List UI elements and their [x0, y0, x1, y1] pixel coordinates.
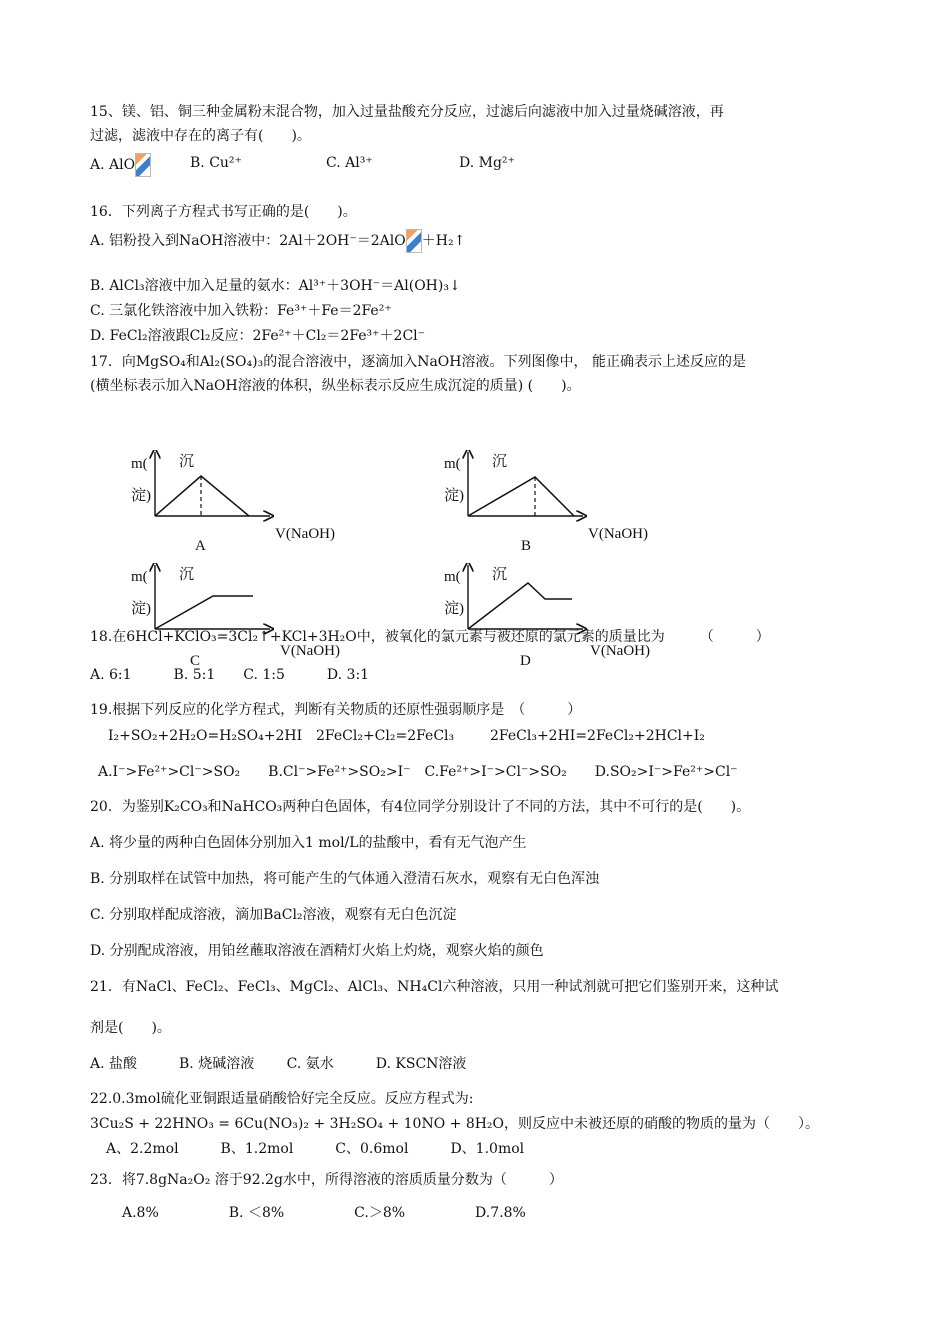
q21-stem-line1: 21．有NaCl、FeCl₂、FeCl₃、MgCl₂、AlCl₃、NH₄Cl六种溶液，只用一种试剂就可把它们鉴别开来，这种试	[90, 979, 779, 995]
q18-stem: 18.在6HCl+KClO₃=3Cl₂↑+KCl+3H₂O中，被氧化的氯元素与被还原的氯元素的质量比为 （ ）	[90, 629, 770, 645]
q23-stem: 23．将7.8gNa₂O₂ 溶于92.2g水中，所得溶液的溶质质量分数为（ ）	[90, 1172, 563, 1188]
graph-d-v-label: V(NaOH)	[590, 643, 650, 659]
graph-b-dian: 淀)	[444, 488, 464, 504]
q15-option-a	[90, 153, 151, 177]
q16-option-c: C. 三氯化铁溶液中加入铁粉：Fe³⁺＋Fe＝2Fe²⁺	[90, 303, 392, 319]
graph-a-m-label: m(	[131, 456, 148, 472]
q16-stem: 16．下列离子方程式书写正确的是( )。	[90, 204, 357, 220]
q20-option-c: C. 分别取样配成溶液，滴加BaCl₂溶液，观察有无白色沉淀	[90, 907, 457, 923]
graph-b-letter: B	[521, 538, 532, 554]
q19-equation-1: I₂+SO₂+2H₂O=H₂SO₄+2HI	[108, 728, 303, 744]
q17-stem-line1: 17．向MgSO₄和Al₂(SO₄)₃的混合溶液中，逐滴加入NaOH溶液。下列图像中， 能正确表示上述反应的是	[90, 354, 746, 370]
graph-b-chen: 沉	[492, 454, 508, 470]
graph-c-dian: 淀)	[131, 601, 151, 617]
q15-option-c: C. Al³⁺	[326, 155, 373, 171]
q22-stem-line1: 22.0.3mol硫化亚铜跟适量硝酸恰好完全反应。反应方程式为:	[90, 1091, 474, 1107]
q16-option-d: D. FeCl₂溶液跟Cl₂反应：2Fe²⁺＋Cl₂＝2Fe³⁺＋2Cl⁻	[90, 328, 426, 344]
q15-option-a-text: A. AlO	[90, 157, 136, 173]
graph-c-m-label: m(	[131, 569, 148, 585]
q23-options: A.8% B. ＜8% C.＞8% D.7.8%	[122, 1205, 526, 1221]
q20-option-a: A. 将少量的两种白色固体分别加入1 mol/L的盐酸中，看有无气泡产生	[90, 835, 527, 851]
q16-option-a-text: A. 铝粉投入到NaOH溶液中：2Al＋2OH⁻＝2AlO	[90, 233, 406, 249]
q22-stem-line2: 3Cu₂S + 22HNO₃ = 6Cu(NO₃)₂ + 3H₂SO₄ + 10NO + 8H₂O，则反应中未被还原的硝酸的物质的量为（ ）。	[90, 1116, 820, 1132]
broken-image-icon	[406, 229, 422, 253]
q19-equation-2: 2FeCl₂+Cl₂=2FeCl₃	[316, 728, 455, 744]
q22-options: A、2.2mol B、1.2mol C、0.6mol D、1.0mol	[106, 1141, 525, 1157]
graph-d-letter: D	[520, 653, 531, 668]
q19-stem: 19.根据下列反应的化学方程式，判断有关物质的还原性强弱顺序是 （ ）	[90, 702, 582, 718]
graph-d-chen: 沉	[492, 567, 508, 583]
broken-image-icon	[135, 153, 151, 177]
q21-stem-line2: 剂是( )。	[90, 1020, 171, 1036]
graph-c-chen: 沉	[179, 567, 195, 583]
q18-options: A. 6:1 B. 5:1 C. 1:5 D. 3:1	[90, 667, 370, 683]
q16-option-b: B. AlCl₃溶液中加入足量的氨水：Al³⁺＋3OH⁻＝Al(OH)₃↓	[90, 278, 461, 294]
q16-option-a-tail: ＋H₂↑	[421, 233, 466, 249]
graph-c-letter: C	[190, 653, 201, 668]
graph-a-letter: A	[195, 538, 206, 554]
graph-b-v-label: V(NaOH)	[588, 526, 648, 542]
graph-a-v-label: V(NaOH)	[275, 526, 335, 542]
q15-option-d: D. Mg²⁺	[459, 155, 515, 171]
graph-a-chen: 沉	[179, 454, 195, 470]
graph-d	[438, 563, 668, 672]
graph-a	[125, 450, 355, 559]
q15-option-b: B. Cu²⁺	[190, 155, 242, 171]
graph-d-m-label: m(	[444, 569, 461, 585]
graph-c	[125, 563, 355, 672]
q20-stem: 20．为鉴别K₂CO₃和NaHCO₃两种白色固体，有4位同学分别设计了不同的方法，其中不可行的是( )。	[90, 799, 751, 815]
graph-c-v-label: V(NaOH)	[280, 643, 340, 659]
graph-a-dian: 淀)	[131, 488, 151, 504]
q15-stem-line1: 15、镁、铝、铜三种金属粉末混合物，加入过量盐酸充分反应，过滤后向滤液中加入过量烧碱溶液，再	[90, 104, 724, 120]
q16-option-a	[90, 229, 465, 253]
graph-b	[438, 450, 668, 559]
q17-stem-line2: (横坐标表示加入NaOH溶液的体积，纵坐标表示反应生成沉淀的质量) ( )。	[90, 378, 581, 394]
q19-equation-3: 2FeCl₃+2HI=2FeCl₂+2HCl+I₂	[490, 728, 705, 744]
q19-options: A.I⁻>Fe²⁺>Cl⁻>SO₂ B.Cl⁻>Fe²⁺>SO₂>I⁻ C.Fe²⁺>I⁻>Cl⁻>SO₂ D.SO₂>I⁻>Fe²⁺>Cl⁻	[98, 764, 738, 780]
q21-options: A. 盐酸 B. 烧碱溶液 C. 氨水 D. KSCN溶液	[90, 1056, 467, 1072]
q15-stem-line2: 过滤，滤液中存在的离子有( )。	[90, 128, 311, 144]
q20-option-d: D. 分别配成溶液，用铂丝蘸取溶液在酒精灯火焰上灼烧，观察火焰的颜色	[90, 943, 544, 959]
graph-b-m-label: m(	[444, 456, 461, 472]
graph-d-dian: 淀)	[444, 601, 464, 617]
q20-option-b: B. 分别取样在试管中加热，将可能产生的气体通入澄清石灰水，观察有无白色浑浊	[90, 871, 600, 887]
